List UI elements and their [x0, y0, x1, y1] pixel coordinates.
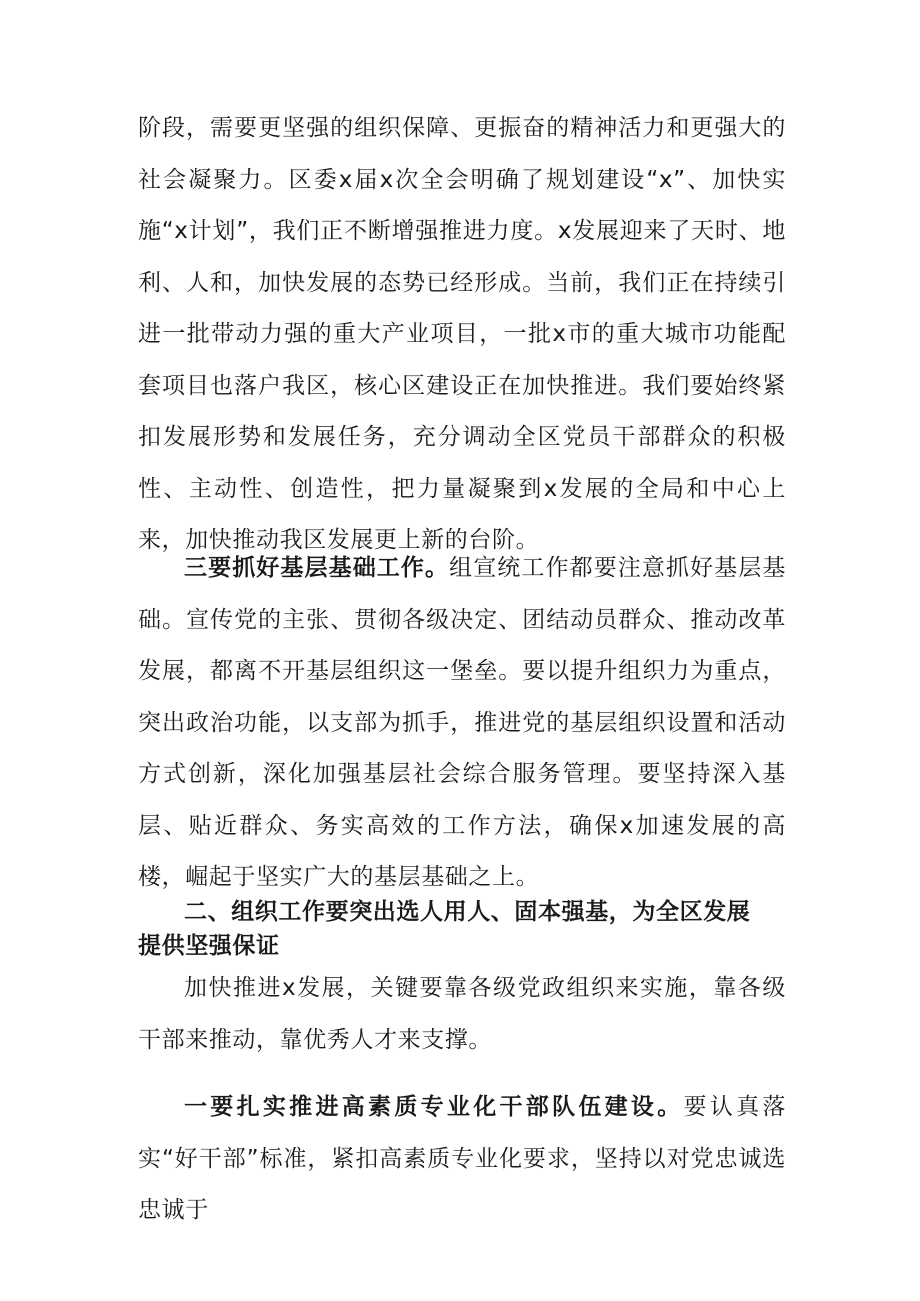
paragraph-2-lead: 三要抓好基层基础工作。: [184, 555, 450, 581]
paragraph-4-body: 要认真落实“好干部”标准，紧扣高素质专业化要求，坚持以对党忠诚选忠诚于: [138, 1094, 787, 1223]
section-heading-line-2: 提供坚强保证: [138, 933, 280, 959]
paragraph-1: [138, 103, 786, 567]
paragraph-2-body: 组宣统工作都要注意抓好基层基础。宣传党的主张、贯彻各级决定、团结动员群众、推动改革发展，都离不开基层组织这一堡垒。要以提升组织力为重点，突出政治功能，以支部为抓手，推进党的基层组织设置和活动方式创新，深化加强基层社会综合服务管理。要坚持深入基层、贴近群众、务实高效的工作方法，确保x加速发展的高楼，崛起于坚实广大的基层基础之上。: [138, 555, 786, 890]
paragraph-3: [138, 963, 786, 1066]
paragraph-4: [138, 1082, 786, 1237]
section-heading-line-1: 二、组织工作要突出选人用人、固本强基，为全区发展: [184, 899, 751, 925]
paragraph-3-text: 加快推进x发展，关键要靠各级党政组织来实施，靠各级干部来推动，靠优秀人才来支撑。: [138, 975, 786, 1053]
paragraph-1-text: 阶段，需要更坚强的组织保障、更振奋的精神活力和更强大的社会凝聚力。区委x届x次全会明确了规划建设“x”、加快实施“x计划”，我们正不断增强推进力度。x发展迎来了天时、地利、人和，加快发展的态势已经形成。当前，我们正在持续引进一批带动力强的重大产业项目，一批x市的重大城市功能配套项目也落户我区，核心区建设正在加快推进。我们要始终紧扣发展形势和发展任务，充分调动全区党员干部群众的积极性、主动性、创造性，把力量凝聚到x发展的全局和中心上来，加快推动我区发展更上新的台阶。: [138, 115, 786, 553]
paragraph-4-lead: 一要扎实推进高素质专业化干部队伍建设。: [184, 1094, 684, 1120]
paragraph-2: [138, 543, 786, 904]
section-heading: [138, 895, 786, 963]
